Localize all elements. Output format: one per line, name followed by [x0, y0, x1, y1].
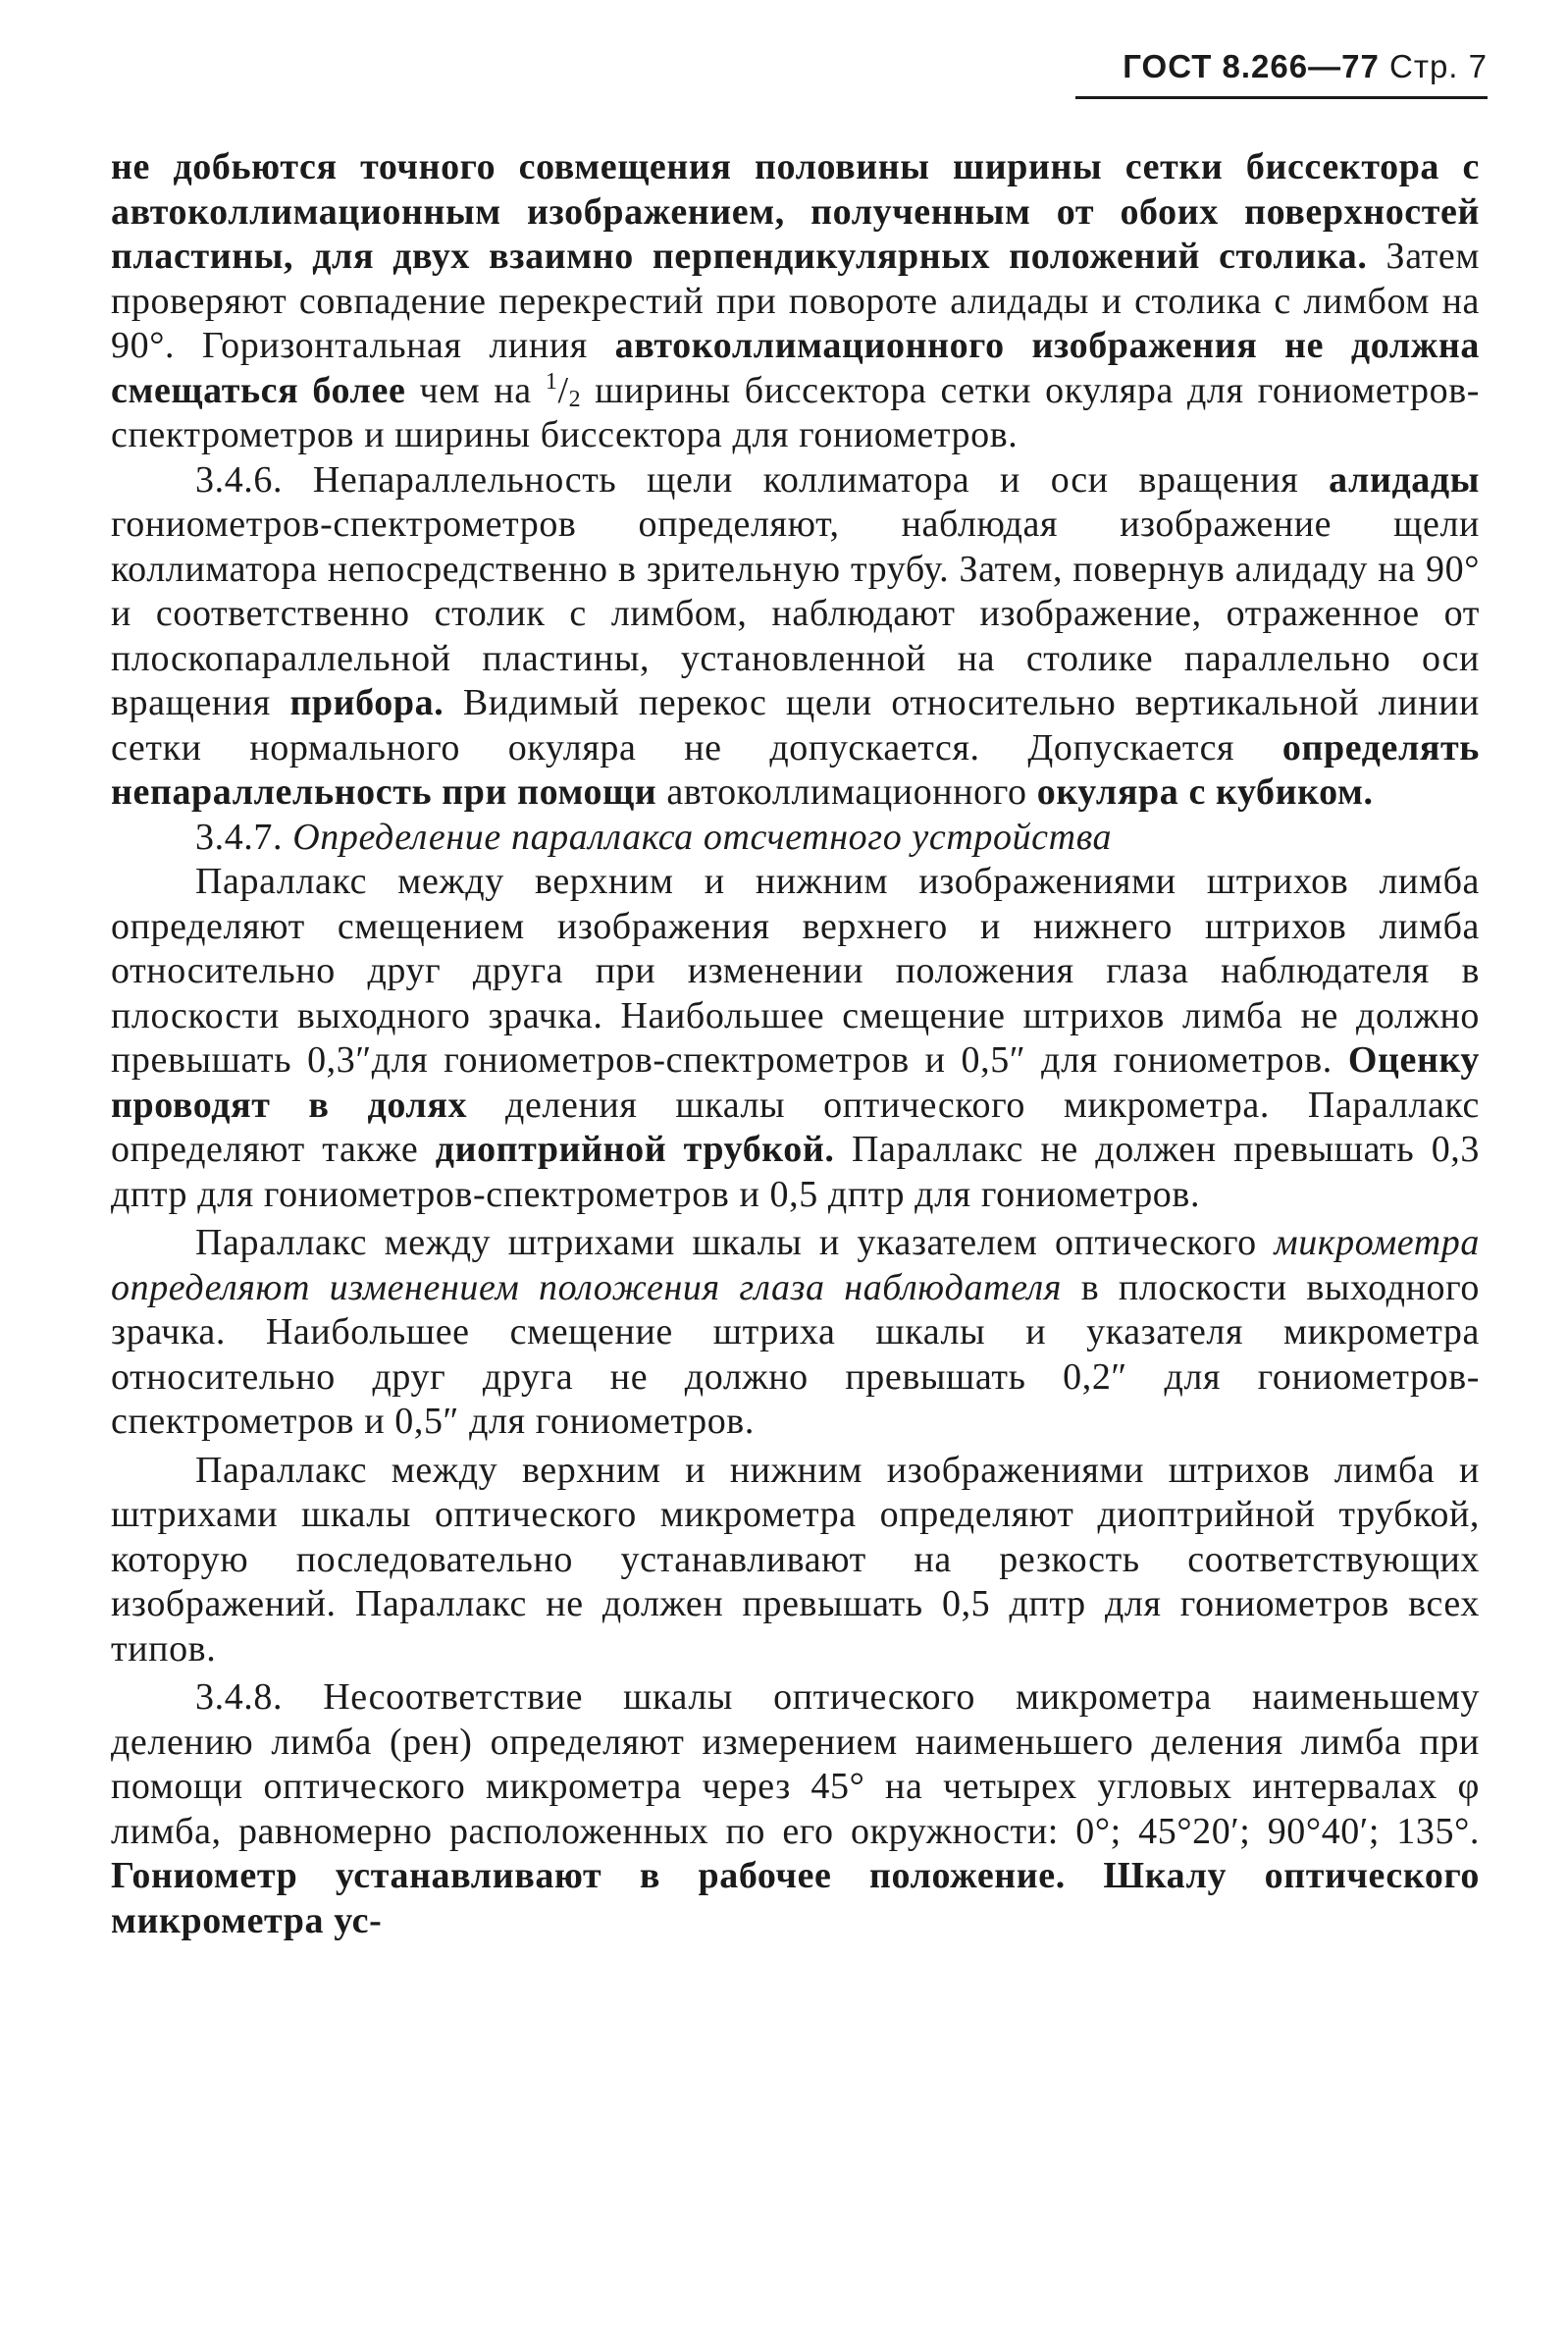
text-run: 1 — [545, 368, 558, 395]
text-run: окуляра с кубиком. — [1036, 771, 1374, 813]
document-body — [111, 145, 1480, 1943]
paragraph-3-4-8 — [111, 1675, 1480, 1943]
text-run: гониометров-спектрометров определяют, наблюдая изображение щели коллиматора непосредственно в зрительную трубу. Затем, повернув алидаду на 90° и соответственно столик с лимбом, наблюдают изображение, отраженное от плоскопараллельной пластины, установленной на столике параллельно оси вращения — [111, 504, 1480, 723]
standard-number: ГОСТ 8.266—77 — [1123, 48, 1380, 84]
text-run: Параллакс между верхним и нижним изображениями штрихов лимба и штрихами шкалы оптического микрометра определяют диоптрийной трубкой, которую последовательно устанавливают на резкость соответствующих изображений. Параллакс не должен превышать 0,5 дптр для гониометров всех типов. — [111, 1449, 1480, 1670]
text-run: диоптрийной трубкой. — [435, 1129, 835, 1170]
page-number: Стр. 7 — [1389, 48, 1488, 84]
paragraph-parallax-limb — [111, 860, 1480, 1217]
section-heading-3-4-7 — [111, 816, 1480, 861]
text-run: Определение параллакса отсчетного устройства — [292, 816, 1113, 858]
text-run: Видимый перекос щели относительно вертикальной линии сетки нормального окуляра не допускается. Допускается — [111, 682, 1480, 769]
text-run: в плоскости выходного зрачка. Наибольшее смещение штриха шкалы и указателя микрометра относительно друг друга не должно превышать 0,2″ для гониометров-спектрометров и 0,5″ для гониометров. — [111, 1266, 1480, 1442]
text-run: Параллакс между верхним и нижним изображениями штрихов лимба определяют смещением изображения верхнего и нижнего штрихов лимба относительно друг друга при изменении положения глаза наблюдателя в плоскости выходного зрачка. Наибольшее смещение штрихов лимба не должно превышать 0,3″для гониометров-спектрометров и 0,5″ для гониометров. — [111, 861, 1480, 1081]
paragraph-parallax-diopter — [111, 1449, 1480, 1672]
text-run: 3.4.6. Непараллельность щели коллиматора и оси вращения — [195, 458, 1330, 501]
paragraph-parallax-micrometer — [111, 1221, 1480, 1445]
text-run: Оценку проводят в долях — [111, 1039, 1480, 1126]
paragraph-3-4-6 — [111, 458, 1480, 816]
text-run: микрометра определяют изменением положения глаза наблюдателя — [111, 1222, 1480, 1308]
text-run: Параллакс между штрихами шкалы и указателем оптического — [195, 1222, 1275, 1263]
text-run: / — [557, 369, 569, 411]
text-run: 3.4.7. — [195, 816, 293, 858]
text-run: ширины биссектора сетки окуляра для гониометров-спектрометров и ширины биссектора для гониометров. — [111, 369, 1480, 455]
text-run: автоколлимационного изображения не должна смещаться более — [111, 325, 1480, 411]
text-run: определять непараллельность при помощи — [111, 726, 1480, 813]
text-run: Гониометр устанавливают в рабочее положение. Шкалу оптического микрометра ус- — [111, 1855, 1480, 1941]
text-run: Затем проверяют совпадение перекрестий при повороте алидады и столика с лимбом на 90°. Горизонтальная линия — [111, 236, 1481, 366]
text-run: автоколлимационного — [656, 771, 1037, 813]
text-run: алидады — [1329, 458, 1480, 501]
text-run: деления шкалы оптического микрометра. Параллакс определяют также — [111, 1084, 1480, 1170]
text-run: Параллакс не должен превышать 0,3 дптр для гониометров-спектрометров и 0,5 дптр для гониометров. — [111, 1129, 1481, 1215]
text-run: не добьются точного совмещения половины ширины сетки биссектора с автоколлимационным изображением, полученным от обоих поверхностей пластины, для двух взаимно перпендикулярных положений столика. — [111, 146, 1480, 277]
page-header — [1075, 47, 1488, 99]
text-run: 2 — [568, 386, 582, 412]
text-run: 3.4.8. Несоответствие шкалы оптического микрометра наименьшему делению лимба (рен) определяют измерением наименьшего деления лимба при помощи оптического микрометра через 45° на четырех угловых интервалах φ лимба, равномерно расположенных по его окружности: 0°; 45°20′; 90°40′; 135°. — [111, 1676, 1480, 1852]
text-run: прибора. — [289, 682, 444, 723]
paragraph-continuation — [111, 145, 1480, 458]
text-run: чем на — [405, 369, 546, 411]
